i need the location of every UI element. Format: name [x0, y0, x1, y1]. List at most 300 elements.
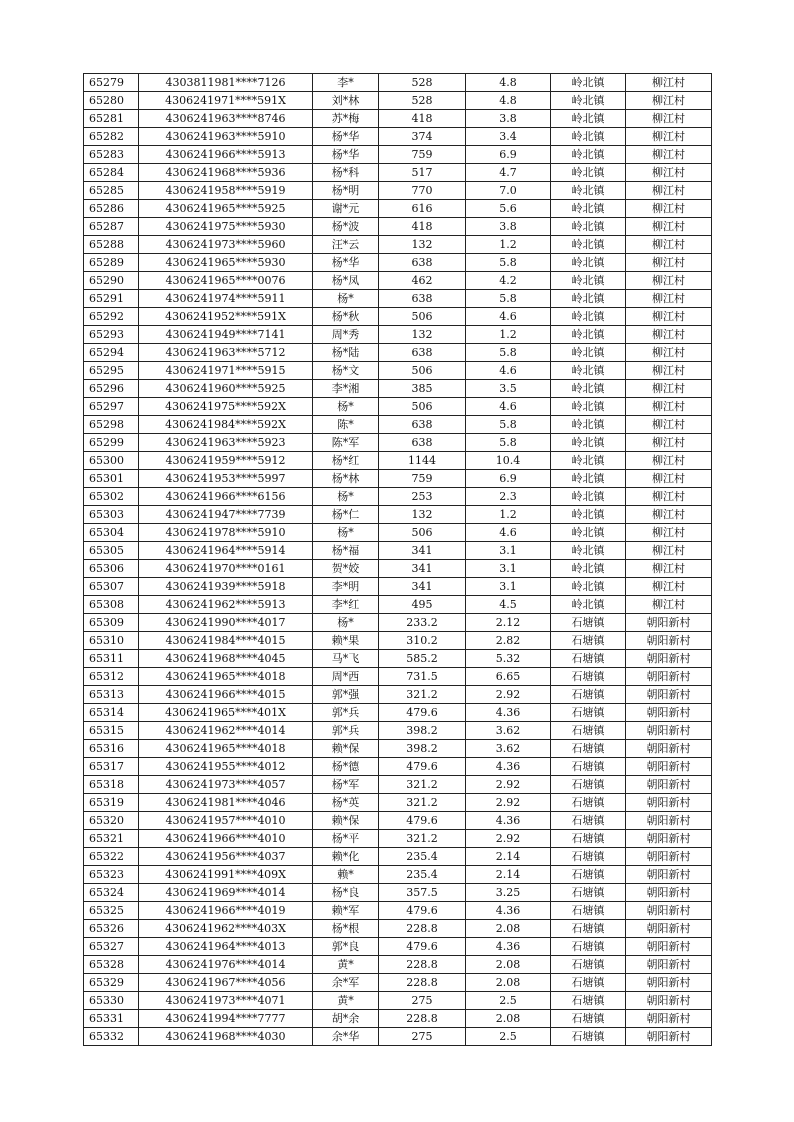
id-number-cell: 4306241957****4010 [139, 812, 313, 830]
table-row [84, 866, 712, 884]
area-cell: 5.6 [466, 200, 551, 218]
id-number-cell: 4306241952****591X [139, 308, 313, 326]
name-cell: 周*西 [313, 668, 379, 686]
amount-cell: 253 [379, 488, 466, 506]
amount-cell: 495 [379, 596, 466, 614]
serial-number-cell: 65331 [84, 1010, 139, 1028]
records-table-body [84, 74, 712, 1046]
name-cell: 郭*强 [313, 686, 379, 704]
amount-cell: 585.2 [379, 650, 466, 668]
town-cell: 岭北镇 [551, 542, 626, 560]
village-cell: 柳江村 [626, 254, 712, 272]
id-number-cell: 4306241958****5919 [139, 182, 313, 200]
table-row [84, 812, 712, 830]
amount-cell: 759 [379, 470, 466, 488]
id-number-cell: 4306241969****4014 [139, 884, 313, 902]
town-cell: 岭北镇 [551, 560, 626, 578]
serial-number-cell: 65292 [84, 308, 139, 326]
area-cell: 1.2 [466, 326, 551, 344]
table-row [84, 1028, 712, 1046]
serial-number-cell: 65293 [84, 326, 139, 344]
serial-number-cell: 65281 [84, 110, 139, 128]
name-cell: 杨* [313, 290, 379, 308]
village-cell: 柳江村 [626, 326, 712, 344]
name-cell: 杨*红 [313, 452, 379, 470]
town-cell: 岭北镇 [551, 92, 626, 110]
id-number-cell: 4306241965****0076 [139, 272, 313, 290]
name-cell: 赖*保 [313, 740, 379, 758]
town-cell: 岭北镇 [551, 218, 626, 236]
serial-number-cell: 65318 [84, 776, 139, 794]
town-cell: 岭北镇 [551, 506, 626, 524]
amount-cell: 385 [379, 380, 466, 398]
name-cell: 谢*元 [313, 200, 379, 218]
table-row [84, 614, 712, 632]
amount-cell: 310.2 [379, 632, 466, 650]
table-row [84, 146, 712, 164]
area-cell: 3.5 [466, 380, 551, 398]
area-cell: 4.36 [466, 812, 551, 830]
table-row [84, 452, 712, 470]
id-number-cell: 4306241966****4019 [139, 902, 313, 920]
table-row [84, 686, 712, 704]
table-row [84, 326, 712, 344]
area-cell: 4.36 [466, 704, 551, 722]
village-cell: 柳江村 [626, 434, 712, 452]
amount-cell: 374 [379, 128, 466, 146]
id-number-cell: 4306241984****4015 [139, 632, 313, 650]
village-cell: 柳江村 [626, 182, 712, 200]
name-cell: 刘*林 [313, 92, 379, 110]
village-cell: 柳江村 [626, 164, 712, 182]
town-cell: 石塘镇 [551, 866, 626, 884]
name-cell: 杨*英 [313, 794, 379, 812]
area-cell: 4.7 [466, 164, 551, 182]
village-cell: 朝阳新村 [626, 848, 712, 866]
town-cell: 石塘镇 [551, 758, 626, 776]
village-cell: 柳江村 [626, 488, 712, 506]
id-number-cell: 4306241981****4046 [139, 794, 313, 812]
table-row [84, 992, 712, 1010]
name-cell: 杨*福 [313, 542, 379, 560]
town-cell: 岭北镇 [551, 290, 626, 308]
area-cell: 2.14 [466, 848, 551, 866]
serial-number-cell: 65315 [84, 722, 139, 740]
amount-cell: 235.4 [379, 866, 466, 884]
name-cell: 杨*根 [313, 920, 379, 938]
serial-number-cell: 65321 [84, 830, 139, 848]
id-number-cell: 4306241978****5910 [139, 524, 313, 542]
serial-number-cell: 65295 [84, 362, 139, 380]
town-cell: 石塘镇 [551, 650, 626, 668]
town-cell: 岭北镇 [551, 380, 626, 398]
area-cell: 1.2 [466, 236, 551, 254]
name-cell: 杨*军 [313, 776, 379, 794]
name-cell: 苏*梅 [313, 110, 379, 128]
town-cell: 岭北镇 [551, 434, 626, 452]
amount-cell: 638 [379, 254, 466, 272]
town-cell: 岭北镇 [551, 470, 626, 488]
area-cell: 2.08 [466, 920, 551, 938]
id-number-cell: 4306241974****5911 [139, 290, 313, 308]
table-row [84, 848, 712, 866]
serial-number-cell: 65312 [84, 668, 139, 686]
village-cell: 柳江村 [626, 74, 712, 92]
town-cell: 岭北镇 [551, 236, 626, 254]
table-row [84, 488, 712, 506]
id-number-cell: 4306241960****5925 [139, 380, 313, 398]
table-row [84, 884, 712, 902]
name-cell: 赖*军 [313, 902, 379, 920]
village-cell: 朝阳新村 [626, 614, 712, 632]
area-cell: 4.5 [466, 596, 551, 614]
town-cell: 石塘镇 [551, 992, 626, 1010]
village-cell: 朝阳新村 [626, 866, 712, 884]
area-cell: 4.36 [466, 902, 551, 920]
id-number-cell: 4306241965****4018 [139, 668, 313, 686]
amount-cell: 357.5 [379, 884, 466, 902]
serial-number-cell: 65319 [84, 794, 139, 812]
serial-number-cell: 65325 [84, 902, 139, 920]
town-cell: 石塘镇 [551, 722, 626, 740]
id-number-cell: 4306241953****5997 [139, 470, 313, 488]
serial-number-cell: 65283 [84, 146, 139, 164]
name-cell: 陈*军 [313, 434, 379, 452]
id-number-cell: 4306241965****5925 [139, 200, 313, 218]
name-cell: 杨*波 [313, 218, 379, 236]
table-row [84, 398, 712, 416]
table-row [84, 650, 712, 668]
id-number-cell: 4306241973****5960 [139, 236, 313, 254]
area-cell: 3.8 [466, 218, 551, 236]
area-cell: 6.9 [466, 146, 551, 164]
village-cell: 柳江村 [626, 470, 712, 488]
area-cell: 3.62 [466, 740, 551, 758]
serial-number-cell: 65284 [84, 164, 139, 182]
table-row [84, 380, 712, 398]
town-cell: 石塘镇 [551, 1028, 626, 1046]
village-cell: 朝阳新村 [626, 758, 712, 776]
name-cell: 杨*文 [313, 362, 379, 380]
name-cell: 黄* [313, 992, 379, 1010]
serial-number-cell: 65280 [84, 92, 139, 110]
name-cell: 杨*德 [313, 758, 379, 776]
area-cell: 2.5 [466, 1028, 551, 1046]
amount-cell: 616 [379, 200, 466, 218]
area-cell: 3.8 [466, 110, 551, 128]
table-row [84, 740, 712, 758]
serial-number-cell: 65322 [84, 848, 139, 866]
village-cell: 柳江村 [626, 596, 712, 614]
town-cell: 岭北镇 [551, 146, 626, 164]
amount-cell: 275 [379, 992, 466, 1010]
village-cell: 柳江村 [626, 398, 712, 416]
amount-cell: 321.2 [379, 686, 466, 704]
amount-cell: 479.6 [379, 704, 466, 722]
town-cell: 岭北镇 [551, 254, 626, 272]
table-row [84, 74, 712, 92]
town-cell: 石塘镇 [551, 794, 626, 812]
town-cell: 岭北镇 [551, 110, 626, 128]
name-cell: 杨* [313, 524, 379, 542]
id-number-cell: 4306241975****5930 [139, 218, 313, 236]
id-number-cell: 4306241963****5910 [139, 128, 313, 146]
id-number-cell: 4306241976****4014 [139, 956, 313, 974]
village-cell: 柳江村 [626, 560, 712, 578]
id-number-cell: 4306241965****4018 [139, 740, 313, 758]
area-cell: 5.8 [466, 254, 551, 272]
town-cell: 石塘镇 [551, 974, 626, 992]
name-cell: 杨*科 [313, 164, 379, 182]
id-number-cell: 4306241962****403X [139, 920, 313, 938]
village-cell: 朝阳新村 [626, 956, 712, 974]
village-cell: 朝阳新村 [626, 920, 712, 938]
id-number-cell: 4306241955****4012 [139, 758, 313, 776]
amount-cell: 638 [379, 434, 466, 452]
amount-cell: 321.2 [379, 776, 466, 794]
name-cell: 黄* [313, 956, 379, 974]
table-row [84, 164, 712, 182]
area-cell: 4.6 [466, 398, 551, 416]
serial-number-cell: 65279 [84, 74, 139, 92]
village-cell: 柳江村 [626, 362, 712, 380]
name-cell: 马*飞 [313, 650, 379, 668]
amount-cell: 321.2 [379, 830, 466, 848]
serial-number-cell: 65327 [84, 938, 139, 956]
town-cell: 石塘镇 [551, 884, 626, 902]
town-cell: 岭北镇 [551, 326, 626, 344]
village-cell: 柳江村 [626, 344, 712, 362]
town-cell: 石塘镇 [551, 668, 626, 686]
table-row [84, 938, 712, 956]
name-cell: 李*红 [313, 596, 379, 614]
village-cell: 柳江村 [626, 146, 712, 164]
name-cell: 杨*陆 [313, 344, 379, 362]
amount-cell: 228.8 [379, 974, 466, 992]
table-row [84, 344, 712, 362]
area-cell: 3.62 [466, 722, 551, 740]
table-row [84, 776, 712, 794]
table-row [84, 956, 712, 974]
amount-cell: 731.5 [379, 668, 466, 686]
area-cell: 2.82 [466, 632, 551, 650]
serial-number-cell: 65328 [84, 956, 139, 974]
area-cell: 2.92 [466, 830, 551, 848]
area-cell: 2.08 [466, 956, 551, 974]
area-cell: 2.92 [466, 776, 551, 794]
id-number-cell: 4306241963****5712 [139, 344, 313, 362]
area-cell: 2.08 [466, 974, 551, 992]
name-cell: 汪*云 [313, 236, 379, 254]
amount-cell: 228.8 [379, 920, 466, 938]
area-cell: 1.2 [466, 506, 551, 524]
id-number-cell: 4306241994****7777 [139, 1010, 313, 1028]
area-cell: 2.5 [466, 992, 551, 1010]
town-cell: 岭北镇 [551, 182, 626, 200]
name-cell: 赖*保 [313, 812, 379, 830]
amount-cell: 638 [379, 416, 466, 434]
amount-cell: 506 [379, 398, 466, 416]
village-cell: 柳江村 [626, 92, 712, 110]
village-cell: 柳江村 [626, 416, 712, 434]
village-cell: 柳江村 [626, 290, 712, 308]
town-cell: 石塘镇 [551, 1010, 626, 1028]
name-cell: 赖*果 [313, 632, 379, 650]
village-cell: 柳江村 [626, 380, 712, 398]
amount-cell: 638 [379, 290, 466, 308]
village-cell: 柳江村 [626, 308, 712, 326]
name-cell: 杨*仁 [313, 506, 379, 524]
serial-number-cell: 65330 [84, 992, 139, 1010]
town-cell: 石塘镇 [551, 704, 626, 722]
id-number-cell: 4306241991****409X [139, 866, 313, 884]
town-cell: 岭北镇 [551, 452, 626, 470]
village-cell: 柳江村 [626, 506, 712, 524]
area-cell: 2.3 [466, 488, 551, 506]
id-number-cell: 4306241966****4015 [139, 686, 313, 704]
name-cell: 胡*余 [313, 1010, 379, 1028]
table-row [84, 290, 712, 308]
amount-cell: 398.2 [379, 740, 466, 758]
town-cell: 石塘镇 [551, 830, 626, 848]
serial-number-cell: 65308 [84, 596, 139, 614]
village-cell: 朝阳新村 [626, 722, 712, 740]
id-number-cell: 4306241962****5913 [139, 596, 313, 614]
village-cell: 朝阳新村 [626, 650, 712, 668]
table-row [84, 236, 712, 254]
village-cell: 柳江村 [626, 578, 712, 596]
table-row [84, 794, 712, 812]
serial-number-cell: 65307 [84, 578, 139, 596]
table-row [84, 470, 712, 488]
serial-number-cell: 65289 [84, 254, 139, 272]
amount-cell: 132 [379, 506, 466, 524]
table-row [84, 632, 712, 650]
id-number-cell: 4306241968****4045 [139, 650, 313, 668]
name-cell: 杨* [313, 488, 379, 506]
serial-number-cell: 65294 [84, 344, 139, 362]
town-cell: 岭北镇 [551, 488, 626, 506]
serial-number-cell: 65316 [84, 740, 139, 758]
name-cell: 李* [313, 74, 379, 92]
name-cell: 杨* [313, 398, 379, 416]
id-number-cell: 4306241962****4014 [139, 722, 313, 740]
town-cell: 岭北镇 [551, 596, 626, 614]
name-cell: 陈* [313, 416, 379, 434]
area-cell: 5.8 [466, 344, 551, 362]
amount-cell: 132 [379, 326, 466, 344]
town-cell: 岭北镇 [551, 344, 626, 362]
records-table [83, 73, 712, 1046]
id-number-cell: 4306241956****4037 [139, 848, 313, 866]
village-cell: 柳江村 [626, 218, 712, 236]
amount-cell: 479.6 [379, 758, 466, 776]
town-cell: 石塘镇 [551, 632, 626, 650]
table-row [84, 902, 712, 920]
name-cell: 周*秀 [313, 326, 379, 344]
table-row [84, 506, 712, 524]
area-cell: 4.2 [466, 272, 551, 290]
table-row [84, 596, 712, 614]
id-number-cell: 4306241970****0161 [139, 560, 313, 578]
table-row [84, 362, 712, 380]
village-cell: 朝阳新村 [626, 794, 712, 812]
amount-cell: 528 [379, 74, 466, 92]
serial-number-cell: 65301 [84, 470, 139, 488]
serial-number-cell: 65285 [84, 182, 139, 200]
serial-number-cell: 65309 [84, 614, 139, 632]
name-cell: 贺*姣 [313, 560, 379, 578]
serial-number-cell: 65311 [84, 650, 139, 668]
serial-number-cell: 65299 [84, 434, 139, 452]
amount-cell: 228.8 [379, 956, 466, 974]
name-cell: 杨*华 [313, 254, 379, 272]
serial-number-cell: 65329 [84, 974, 139, 992]
id-number-cell: 4306241959****5912 [139, 452, 313, 470]
village-cell: 朝阳新村 [626, 902, 712, 920]
name-cell: 杨*华 [313, 146, 379, 164]
table-row [84, 200, 712, 218]
area-cell: 2.14 [466, 866, 551, 884]
town-cell: 岭北镇 [551, 362, 626, 380]
amount-cell: 132 [379, 236, 466, 254]
area-cell: 5.8 [466, 434, 551, 452]
area-cell: 2.92 [466, 794, 551, 812]
area-cell: 5.8 [466, 416, 551, 434]
amount-cell: 228.8 [379, 1010, 466, 1028]
table-row [84, 974, 712, 992]
serial-number-cell: 65300 [84, 452, 139, 470]
area-cell: 4.6 [466, 308, 551, 326]
serial-number-cell: 65320 [84, 812, 139, 830]
area-cell: 4.8 [466, 74, 551, 92]
id-number-cell: 4306241949****7141 [139, 326, 313, 344]
id-number-cell: 4306241973****4057 [139, 776, 313, 794]
id-number-cell: 4306241973****4071 [139, 992, 313, 1010]
table-row [84, 668, 712, 686]
amount-cell: 341 [379, 578, 466, 596]
town-cell: 岭北镇 [551, 200, 626, 218]
village-cell: 柳江村 [626, 200, 712, 218]
town-cell: 岭北镇 [551, 578, 626, 596]
amount-cell: 398.2 [379, 722, 466, 740]
area-cell: 3.1 [466, 578, 551, 596]
table-row [84, 308, 712, 326]
table-row [84, 524, 712, 542]
name-cell: 余*军 [313, 974, 379, 992]
village-cell: 朝阳新村 [626, 992, 712, 1010]
table-row [84, 578, 712, 596]
serial-number-cell: 65332 [84, 1028, 139, 1046]
amount-cell: 341 [379, 560, 466, 578]
amount-cell: 235.4 [379, 848, 466, 866]
area-cell: 2.12 [466, 614, 551, 632]
table-row [84, 254, 712, 272]
serial-number-cell: 65287 [84, 218, 139, 236]
serial-number-cell: 65303 [84, 506, 139, 524]
serial-number-cell: 65304 [84, 524, 139, 542]
name-cell: 杨*明 [313, 182, 379, 200]
table-row [84, 92, 712, 110]
amount-cell: 418 [379, 218, 466, 236]
area-cell: 5.32 [466, 650, 551, 668]
name-cell: 杨*林 [313, 470, 379, 488]
serial-number-cell: 65291 [84, 290, 139, 308]
serial-number-cell: 65313 [84, 686, 139, 704]
id-number-cell: 4306241984****592X [139, 416, 313, 434]
id-number-cell: 4306241971****591X [139, 92, 313, 110]
village-cell: 朝阳新村 [626, 830, 712, 848]
